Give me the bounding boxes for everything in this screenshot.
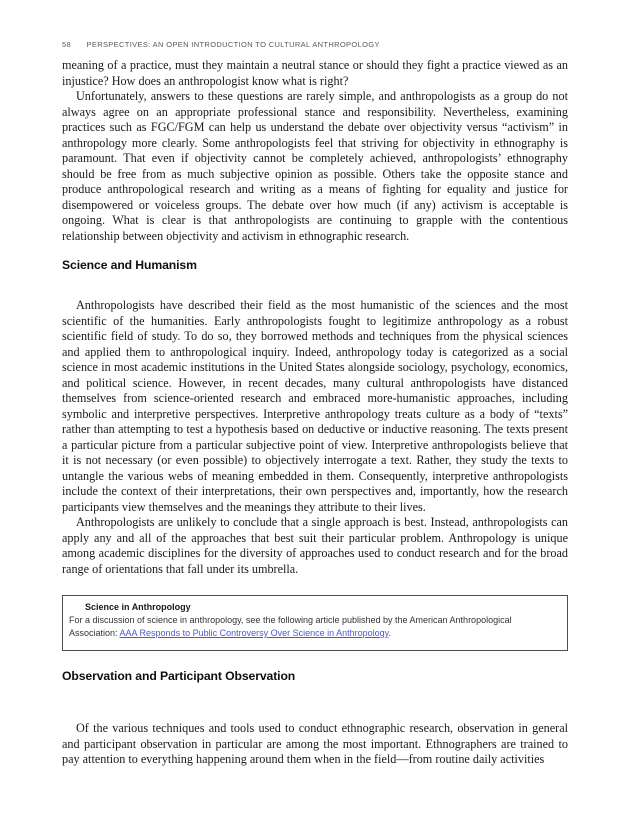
- section-heading-science-and-humanism: Science and Humanism: [62, 258, 197, 272]
- body-paragraph-intro-continuation: meaning of a practice, must they maintain a neutral stance or should they fight a practice viewed as an injustice? How does an anthropologist know what is right?: [62, 58, 568, 88]
- aaa-article-link[interactable]: AAA Responds to Public Controversy Over Science in Anthropology: [119, 628, 389, 638]
- body-paragraph-observation: Of the various techniques and tools used to conduct ethnographic research, observation in general and participant observation in particular are among the most important. Ethnographers are trained to pay attention to everything happening around them when in the field—from routine daily activities: [62, 721, 568, 766]
- body-paragraph-objectivity-activism: Unfortunately, answers to these questions are rarely simple, and anthropologists as a group do not always agree on an appropriate professional stance and responsibility. Nevertheless, examining practices such as FGC/FGM can help us understand the debate over objectivity versus “activism” in anthropology more clearly. Some anthropologists feel that striving for objectivity in ethnography is paramount. That even if objectivity cannot be completely achieved, anthropologists’ ethnography should be free from as much subjective opinion as possible. Others take the opposite stance and produce anthropological research and writing as a means of fighting for equality and justice for disempowered or voiceless groups. The debate over how much (if any) activism is acceptable is ongoing. What is clear is that anthropologists are continuing to grapple with the contentious relationship between objectivity and activism in ethnographic research.: [62, 89, 568, 243]
- callout-text-before-link: For a discussion of science in anthropology, see the following article published by the American Anthropological Association:: [69, 615, 512, 638]
- callout-text: [69, 614, 561, 640]
- page-number: 58: [62, 40, 72, 49]
- body-paragraph-approaches: Anthropologists are unlikely to conclude that a single approach is best. Instead, anthropologists can apply any and all of the approaches that best suit their particular problem. Anthropology is unique among academic disciplines for the diversity of approaches used to conduct research and for the broad range of orientations that fall under its umbrella.: [62, 515, 568, 576]
- running-title: PERSPECTIVES: AN OPEN INTRODUCTION TO CULTURAL ANTHROPOLOGY: [86, 40, 380, 49]
- section-heading-observation-participant-observation: Observation and Participant Observation: [62, 669, 296, 683]
- callout-title: Science in Anthropology: [85, 602, 191, 612]
- callout-box: [62, 595, 568, 651]
- callout-text-after-link: .: [388, 628, 392, 638]
- body-paragraph-science-humanism: Anthropologists have described their field as the most humanistic of the sciences and the most scientific of the humanities. Early anthropologists fought to legitimize anthropology as a robust scientific field of study. To do so, they borrowed methods and techniques from the physical sciences and applied them to anthropological inquiry. Indeed, anthropology today is categorized as a social science in most academic institutions in the United States alongside sociology, psychology, economics, and political science. However, in recent decades, many cultural anthropologists have distanced themselves from science-oriented research and embraced more-humanistic approaches, including symbolic and interpretive perspectives. Interpretive anthropology treats culture as a body of “texts” rather than attempting to test a hypothesis based on deductive or inductive reasoning. The texts present a particular picture from a particular subjective point of view. Interpretive anthropologists believe that it is not necessary (or even possible) to objectively interrogate a text. Rather, they study the texts to untangle the various webs of meaning embedded in them. Consequently, interpretive anthropologists include the context of their interpretations, their own perspectives and, importantly, how the research participants view themselves and the meanings they attribute to their lives.: [62, 298, 568, 514]
- running-head: [62, 40, 568, 49]
